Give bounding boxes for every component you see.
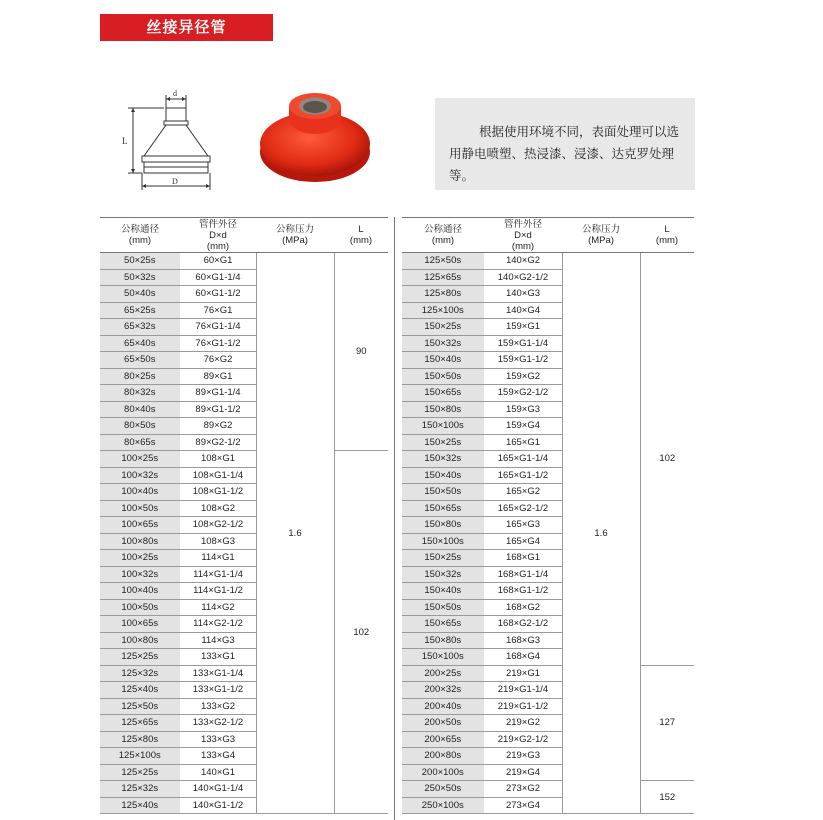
- nominal-size-cell: 125×65s: [100, 715, 180, 732]
- header-line: L: [664, 224, 670, 235]
- header-line: (MPa): [588, 235, 614, 246]
- header-line: 公称压力: [275, 224, 314, 235]
- description-text: 根据使用环境不同，表面处理可以选用静电喷塑、热浸漆、浸漆、达克罗处理等。: [449, 124, 680, 183]
- outer-diameter-cell: 219×G4: [484, 764, 562, 781]
- nominal-size-cell: 100×32s: [100, 467, 180, 484]
- header-line: 管件外径: [198, 218, 237, 230]
- header-line: (mm): [511, 240, 535, 252]
- nominal-size-cell: 150×32s: [402, 335, 484, 352]
- table-row: [402, 781, 694, 798]
- nominal-size-cell: 150×80s: [402, 517, 484, 534]
- outer-diameter-cell: 159×G2: [484, 368, 562, 385]
- outer-diameter-cell: 219×G2: [484, 715, 562, 732]
- header-line: (mm): [431, 235, 455, 246]
- nominal-size-cell: 100×80s: [100, 632, 180, 649]
- outer-diameter-cell: 219×G1-1/4: [484, 682, 562, 699]
- header-line: 公称压力: [581, 224, 620, 235]
- header-nominal: [402, 218, 484, 253]
- diagram-label-d: d: [173, 89, 177, 98]
- nominal-size-cell: 150×100s: [402, 418, 484, 435]
- outer-diameter-cell: 165×G3: [484, 517, 562, 534]
- table-divider: [394, 217, 395, 820]
- header-line: D×d: [209, 229, 227, 241]
- reducer-product-photo: [255, 88, 373, 188]
- spec-table-left: [100, 217, 388, 814]
- nominal-size-cell: 65×32s: [100, 319, 180, 336]
- outer-diameter-cell: 219×G1-1/2: [484, 698, 562, 715]
- nominal-size-cell: 250×100s: [402, 797, 484, 814]
- nominal-size-cell: 125×32s: [100, 665, 180, 682]
- nominal-size-cell: 100×65s: [100, 616, 180, 633]
- header-line: (mm): [206, 240, 230, 252]
- nominal-size-cell: 150×25s: [402, 434, 484, 451]
- nominal-size-cell: 150×40s: [402, 467, 484, 484]
- nominal-size-cell: 150×50s: [402, 484, 484, 501]
- nominal-size-cell: 150×25s: [402, 319, 484, 336]
- header-line: D×d: [514, 229, 532, 241]
- nominal-size-cell: 125×80s: [402, 286, 484, 303]
- description-box: [435, 98, 695, 190]
- nominal-size-cell: 65×50s: [100, 352, 180, 369]
- length-cell: 127: [640, 665, 694, 781]
- nominal-size-cell: 125×100s: [402, 302, 484, 319]
- length-cell: 102: [334, 451, 388, 814]
- nominal-size-cell: 150×100s: [402, 533, 484, 550]
- nominal-size-cell: 150×32s: [402, 451, 484, 468]
- nominal-size-cell: 125×50s: [100, 698, 180, 715]
- outer-diameter-cell: 114×G3: [180, 632, 256, 649]
- outer-diameter-cell: 165×G2-1/2: [484, 500, 562, 517]
- outer-diameter-cell: 60×G1-1/4: [180, 269, 256, 286]
- header-line: (mm): [128, 235, 152, 246]
- nominal-size-cell: 100×32s: [100, 566, 180, 583]
- outer-diameter-cell: 273×G4: [484, 797, 562, 814]
- outer-diameter-cell: 108×G3: [180, 533, 256, 550]
- nominal-size-cell: 100×25s: [100, 550, 180, 567]
- nominal-size-cell: 200×50s: [402, 715, 484, 732]
- nominal-size-cell: 100×50s: [100, 500, 180, 517]
- outer-diameter-cell: 140×G2: [484, 253, 562, 270]
- header-line: (mm): [349, 235, 373, 246]
- nominal-size-cell: 150×100s: [402, 649, 484, 666]
- nominal-size-cell: 125×25s: [100, 649, 180, 666]
- nominal-size-cell: 100×25s: [100, 451, 180, 468]
- outer-diameter-cell: 114×G1-1/4: [180, 566, 256, 583]
- nominal-size-cell: 150×25s: [402, 550, 484, 567]
- nominal-size-cell: 80×65s: [100, 434, 180, 451]
- outer-diameter-cell: 76×G1-1/4: [180, 319, 256, 336]
- nominal-size-cell: 125×65s: [402, 269, 484, 286]
- outer-diameter-cell: 168×G2-1/2: [484, 616, 562, 633]
- outer-diameter-cell: 159×G4: [484, 418, 562, 435]
- outer-diameter-cell: 133×G2-1/2: [180, 715, 256, 732]
- outer-diameter-cell: 108×G1-1/4: [180, 467, 256, 484]
- header-line: (mm): [655, 235, 679, 246]
- outer-diameter-cell: 89×G2: [180, 418, 256, 435]
- outer-diameter-cell: 140×G1: [180, 764, 256, 781]
- outer-diameter-cell: 89×G1-1/2: [180, 401, 256, 418]
- pressure-cell: 1.6: [562, 253, 640, 814]
- nominal-size-cell: 150×65s: [402, 500, 484, 517]
- outer-diameter-cell: 168×G1: [484, 550, 562, 567]
- outer-diameter-cell: 165×G1: [484, 434, 562, 451]
- outer-diameter-cell: 76×G1: [180, 302, 256, 319]
- table-row: [100, 253, 388, 270]
- outer-diameter-cell: 108×G2-1/2: [180, 517, 256, 534]
- nominal-size-cell: 150×80s: [402, 401, 484, 418]
- nominal-size-cell: 200×80s: [402, 748, 484, 765]
- nominal-size-cell: 100×40s: [100, 583, 180, 600]
- outer-diameter-cell: 89×G2-1/2: [180, 434, 256, 451]
- nominal-size-cell: 65×25s: [100, 302, 180, 319]
- nominal-size-cell: 50×32s: [100, 269, 180, 286]
- outer-diameter-cell: 168×G1-1/4: [484, 566, 562, 583]
- outer-diameter-cell: 114×G2: [180, 599, 256, 616]
- header-pressure: [256, 218, 334, 253]
- outer-diameter-cell: 219×G2-1/2: [484, 731, 562, 748]
- nominal-size-cell: 150×50s: [402, 599, 484, 616]
- nominal-size-cell: 125×40s: [100, 797, 180, 814]
- nominal-size-cell: 150×65s: [402, 616, 484, 633]
- outer-diameter-cell: 168×G4: [484, 649, 562, 666]
- nominal-size-cell: 80×25s: [100, 368, 180, 385]
- outer-diameter-cell: 219×G1: [484, 665, 562, 682]
- nominal-size-cell: 65×40s: [100, 335, 180, 352]
- outer-diameter-cell: 159×G3: [484, 401, 562, 418]
- outer-diameter-cell: 133×G4: [180, 748, 256, 765]
- outer-diameter-cell: 159×G1: [484, 319, 562, 336]
- pressure-cell: 1.6: [256, 253, 334, 814]
- length-cell: 90: [334, 253, 388, 451]
- nominal-size-cell: 100×40s: [100, 484, 180, 501]
- nominal-size-cell: 150×40s: [402, 352, 484, 369]
- length-cell: 152: [640, 781, 694, 814]
- outer-diameter-cell: 140×G1-1/2: [180, 797, 256, 814]
- section-title: 丝接异径管: [100, 14, 273, 41]
- outer-diameter-cell: 89×G1-1/4: [180, 385, 256, 402]
- nominal-size-cell: 125×100s: [100, 748, 180, 765]
- header-line: 公称通径: [423, 224, 462, 235]
- outer-diameter-cell: 165×G2: [484, 484, 562, 501]
- nominal-size-cell: 200×32s: [402, 682, 484, 699]
- nominal-size-cell: 100×65s: [100, 517, 180, 534]
- diagram-label-L: L: [122, 136, 128, 146]
- table-row: [402, 665, 694, 682]
- outer-diameter-cell: 140×G3: [484, 286, 562, 303]
- table-row: [402, 253, 694, 270]
- nominal-size-cell: 150×80s: [402, 632, 484, 649]
- outer-diameter-cell: 108×G1-1/2: [180, 484, 256, 501]
- outer-diameter-cell: 133×G1-1/2: [180, 682, 256, 699]
- outer-diameter-cell: 168×G3: [484, 632, 562, 649]
- outer-diameter-cell: 114×G2-1/2: [180, 616, 256, 633]
- nominal-size-cell: 125×40s: [100, 682, 180, 699]
- nominal-size-cell: 50×40s: [100, 286, 180, 303]
- outer-diameter-cell: 133×G1-1/4: [180, 665, 256, 682]
- nominal-size-cell: 150×40s: [402, 583, 484, 600]
- nominal-size-cell: 150×65s: [402, 385, 484, 402]
- nominal-size-cell: 80×32s: [100, 385, 180, 402]
- outer-diameter-cell: 133×G2: [180, 698, 256, 715]
- outer-diameter-cell: 165×G1-1/4: [484, 451, 562, 468]
- nominal-size-cell: 150×50s: [402, 368, 484, 385]
- nominal-size-cell: 125×32s: [100, 781, 180, 798]
- header-nominal: [100, 218, 180, 253]
- header-length: [334, 218, 388, 253]
- nominal-size-cell: 200×65s: [402, 731, 484, 748]
- outer-diameter-cell: 133×G1: [180, 649, 256, 666]
- header-length: [640, 218, 694, 253]
- nominal-size-cell: 80×40s: [100, 401, 180, 418]
- outer-diameter-cell: 108×G2: [180, 500, 256, 517]
- outer-diameter-cell: 159×G2-1/2: [484, 385, 562, 402]
- outer-diameter-cell: 219×G3: [484, 748, 562, 765]
- nominal-size-cell: 200×25s: [402, 665, 484, 682]
- outer-diameter-cell: 133×G3: [180, 731, 256, 748]
- nominal-size-cell: 100×50s: [100, 599, 180, 616]
- nominal-size-cell: 80×50s: [100, 418, 180, 435]
- outer-diameter-cell: 140×G2-1/2: [484, 269, 562, 286]
- header-line: L: [358, 224, 364, 235]
- outer-diameter-cell: 159×G1-1/2: [484, 352, 562, 369]
- header-outer: [180, 218, 256, 253]
- nominal-size-cell: 200×100s: [402, 764, 484, 781]
- outer-diameter-cell: 60×G1: [180, 253, 256, 270]
- outer-diameter-cell: 108×G1: [180, 451, 256, 468]
- length-cell: 102: [640, 253, 694, 666]
- outer-diameter-cell: 114×G1: [180, 550, 256, 567]
- reducer-dimension-diagram: [120, 88, 232, 200]
- diagram-label-D: D: [172, 177, 178, 186]
- outer-diameter-cell: 114×G1-1/2: [180, 583, 256, 600]
- table-row: [100, 451, 388, 468]
- outer-diameter-cell: 159×G1-1/4: [484, 335, 562, 352]
- header-pressure: [562, 218, 640, 253]
- outer-diameter-cell: 273×G2: [484, 781, 562, 798]
- nominal-size-cell: 125×25s: [100, 764, 180, 781]
- outer-diameter-cell: 89×G1: [180, 368, 256, 385]
- nominal-size-cell: 250×50s: [402, 781, 484, 798]
- outer-diameter-cell: 60×G1-1/2: [180, 286, 256, 303]
- outer-diameter-cell: 168×G2: [484, 599, 562, 616]
- nominal-size-cell: 150×32s: [402, 566, 484, 583]
- outer-diameter-cell: 165×G1-1/2: [484, 467, 562, 484]
- header-line: 管件外径: [503, 218, 542, 230]
- nominal-size-cell: 125×50s: [402, 253, 484, 270]
- header-outer: [484, 218, 562, 253]
- spec-table-right: [402, 217, 694, 814]
- outer-diameter-cell: 140×G4: [484, 302, 562, 319]
- outer-diameter-cell: 76×G1-1/2: [180, 335, 256, 352]
- outer-diameter-cell: 165×G4: [484, 533, 562, 550]
- outer-diameter-cell: 76×G2: [180, 352, 256, 369]
- outer-diameter-cell: 168×G1-1/2: [484, 583, 562, 600]
- nominal-size-cell: 200×40s: [402, 698, 484, 715]
- header-line: 公称通径: [120, 224, 159, 235]
- outer-diameter-cell: 140×G1-1/4: [180, 781, 256, 798]
- nominal-size-cell: 100×80s: [100, 533, 180, 550]
- nominal-size-cell: 50×25s: [100, 253, 180, 270]
- nominal-size-cell: 125×80s: [100, 731, 180, 748]
- header-line: (MPa): [282, 235, 308, 246]
